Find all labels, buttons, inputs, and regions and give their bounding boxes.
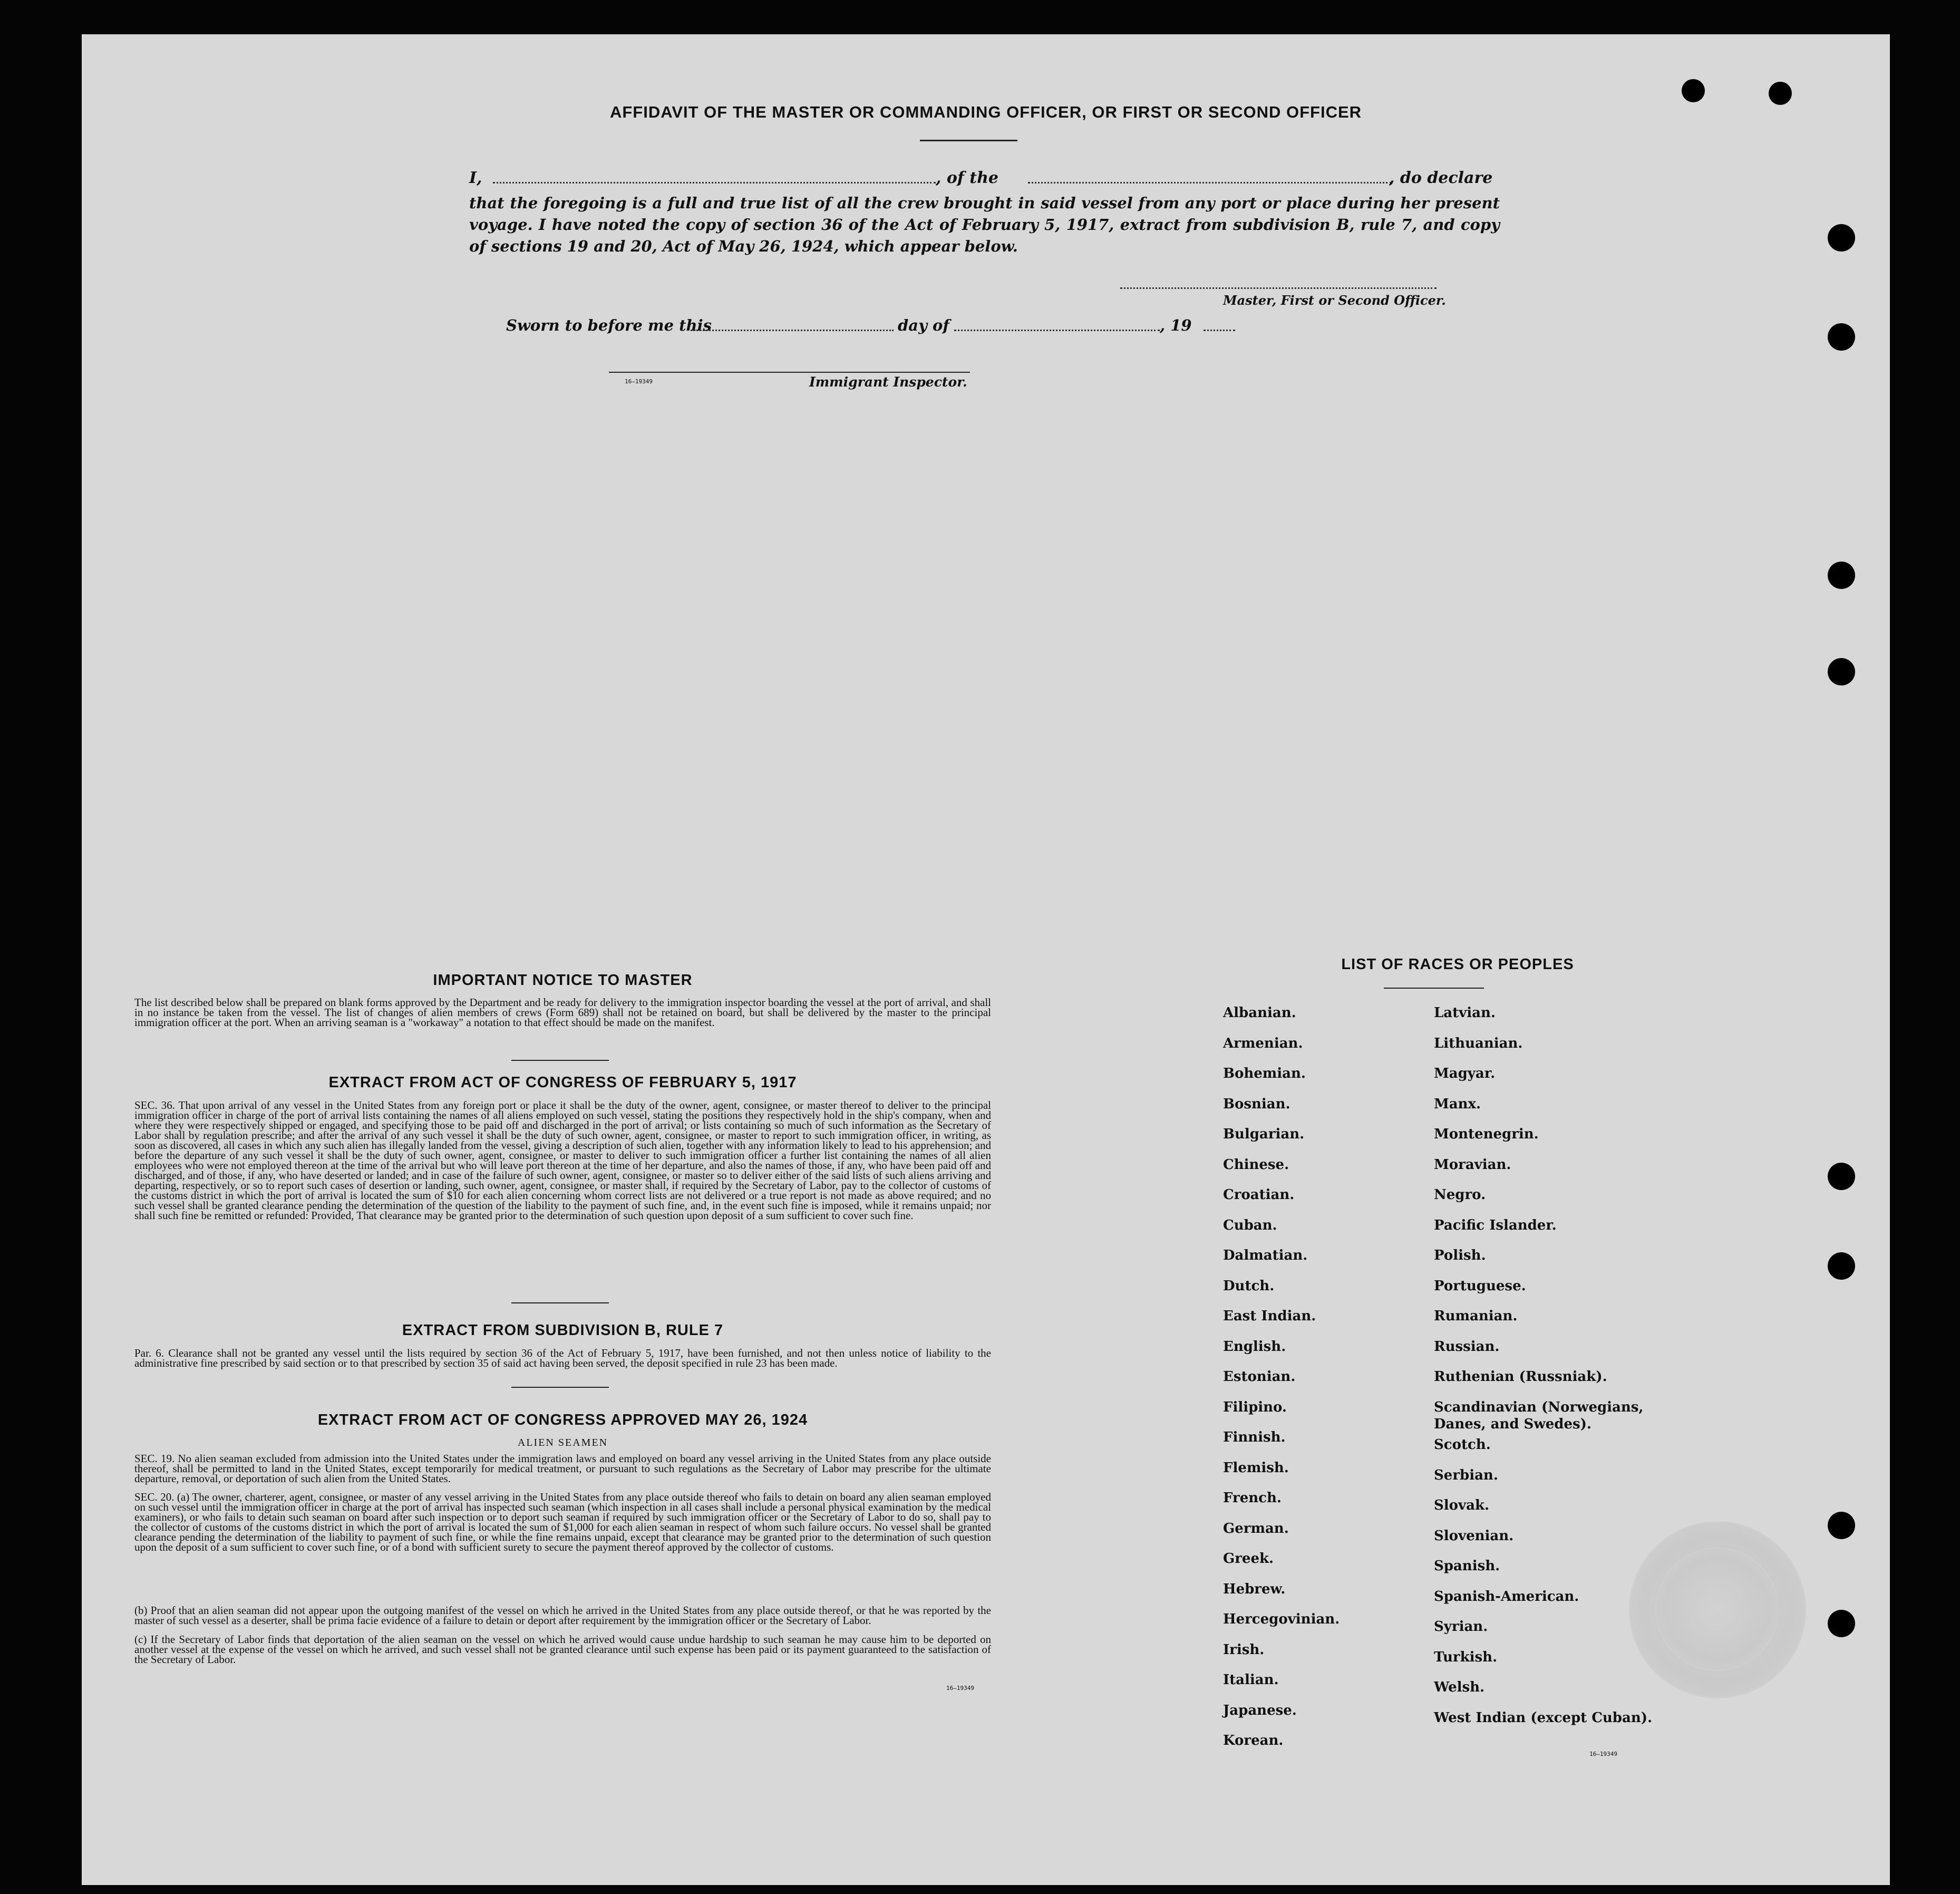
form-code: 16—19349 [625, 378, 653, 385]
inspector-signature-line[interactable] [609, 372, 970, 373]
race-item: Montenegrin. [1434, 1126, 1539, 1142]
declarant-prefix: I, [469, 169, 482, 187]
race-item: Spanish. [1434, 1558, 1500, 1574]
extract-form-code: 16—19349 [946, 1685, 974, 1692]
race-item: Negro. [1434, 1187, 1486, 1203]
race-item: Irish. [1223, 1641, 1265, 1658]
race-item: Pacific Islander. [1434, 1217, 1557, 1233]
punch-hole-icon [1828, 1252, 1855, 1280]
races-divider [1384, 988, 1484, 989]
race-item: Spanish-American. [1434, 1588, 1579, 1605]
race-item: Ruthenian (Russniak). [1434, 1369, 1607, 1385]
section-divider [511, 1302, 609, 1303]
sworn-date-field[interactable] [691, 330, 894, 331]
punch-hole-icon [1828, 224, 1855, 252]
race-item: French. [1223, 1490, 1282, 1506]
declarant-name-field[interactable] [493, 182, 936, 183]
extract-1917-text: SEC. 36. That upon arrival of any vessel in the United States from any foreign port or place it shall be the duty of the owner, agent, consignee, or master thereof to deliver to the principal immigration officer in charge of the port of arrival lists containing the names of all aliens employed on such vessel, stating the positions they respectively hold in the ship's company, when and where they were respectively shipped or engaged, and specifying those to be paid off and discharged in the port of arrival; or lists containing so much of such information as the Secretary of Labor shall by regulation prescribe; and after the arrival of any such vessel it shall be the duty of such owner, agent, consignee, or master to report to such immigration officer, in writing, as soon as discovered, all cases in which any such alien has illegally landed from the vessel, giving a description of such alien, together with any information likely to lead to his apprehension; and before the departure of any such vessel it shall be the duty of such owner, agent, consignee, or master to deliver to such immigration officer a further list containing the names of all alien employees who were not employed thereon at the time of the arrival but who will leave port thereon at the time of her departure, and also the names of those, if any, who have been paid off and discharged, and of those, if any, who have deserted or landed; and in case of the failure of such owner, agent, consignee, or master so to deliver either of the said lists of such aliens arriving and departing, respectively, or so to report such cases of desertion or landing, such owner, agent, consignee, or master shall, if required by the Secretary of Labor, pay to the collector of customs of the customs district in which the port of arrival is located the sum of $10 for each alien concerning whom correct lists are not delivered or a true report is not made as above required; and no such vessel shall be granted clearance pending the determination of the question of the liability to the payment of such fine, and, in the event such fine is imposed, while it remains unpaid; nor shall such fine be remitted or refunded: Provided, That clearance may be granted prior to the determination of such question upon deposit of a sum sufficient to cover such fine. [134, 1099, 991, 1222]
race-item: Latvian. [1434, 1005, 1496, 1021]
extract-1924-title: EXTRACT FROM ACT OF CONGRESS APPROVED MAY 26, 1924 [317, 1412, 808, 1428]
sec20b-text: (b) Proof that an alien seaman did not appear upon the outgoing manifest of the vessel on which he arrived in the United States from any place outside thereof, or that he was reported by the master of such vessel as a deserter, shall be prima facie evidence of a failure to detain or deport after requirement by the immigration officer or the Secretary of Labor. [134, 1604, 991, 1627]
race-item: Greek. [1223, 1551, 1274, 1567]
race-item: Bulgarian. [1223, 1126, 1305, 1142]
affidavit-title: AFFIDAVIT OF THE MASTER OR COMMANDING OFFICER, OR FIRST OR SECOND OFFICER [609, 103, 1362, 121]
punch-hole-icon [1828, 1610, 1855, 1637]
declare-suffix: , do declare [1389, 169, 1493, 187]
embossed-seal-inner [1655, 1548, 1779, 1671]
race-item: Filipino. [1223, 1399, 1287, 1415]
sworn-month-field[interactable] [954, 330, 1160, 331]
subdivision-b-text: Par. 6. Clearance shall not be granted any vessel until the lists required by section 36 of the Act of February 5, 1917, have been furnished, and not then unless notice of liability to the administrative fine prescribed by said section or to that prescribed by section 35 of said act having been served, the deposit specified in rule 23 has been made. [134, 1347, 991, 1369]
punch-hole-icon [1828, 1512, 1855, 1539]
alien-seamen-subtitle: ALIEN SEAMEN [517, 1437, 608, 1448]
race-item: Syrian. [1434, 1619, 1488, 1635]
notice-title: IMPORTANT NOTICE TO MASTER [433, 972, 693, 989]
subdivision-b-title: EXTRACT FROM SUBDIVISION B, RULE 7 [402, 1322, 724, 1339]
race-item: Japanese. [1223, 1702, 1297, 1718]
race-item: Finnish. [1223, 1429, 1286, 1445]
race-item: Hebrew. [1223, 1581, 1286, 1597]
race-item: Cuban. [1223, 1217, 1277, 1233]
race-item: Scotch. [1434, 1437, 1491, 1453]
race-item: Russian. [1434, 1338, 1500, 1355]
race-item: East Indian. [1223, 1308, 1316, 1324]
race-item: Serbian. [1434, 1467, 1498, 1483]
race-item: English. [1223, 1338, 1286, 1355]
race-item: Chinese. [1223, 1156, 1289, 1173]
race-item: Slovenian. [1434, 1528, 1514, 1544]
extract-1917-title: EXTRACT FROM ACT OF CONGRESS OF FEBRUARY 5, 1917 [328, 1074, 797, 1091]
section-divider [511, 1060, 609, 1061]
race-item: Portuguese. [1434, 1278, 1526, 1294]
race-item: Turkish. [1434, 1649, 1498, 1665]
race-item: Croatian. [1223, 1187, 1295, 1203]
races-title: LIST OF RACES OR PEOPLES [1341, 956, 1574, 973]
punch-hole-icon [1828, 323, 1855, 351]
race-item: Lithuanian. [1434, 1035, 1523, 1051]
punch-hole-icon [1769, 82, 1792, 105]
race-item: Albanian. [1223, 1005, 1296, 1021]
race-item: Moravian. [1434, 1156, 1511, 1173]
title-underline [920, 140, 1017, 141]
punch-hole-icon [1828, 658, 1855, 685]
race-item: Armenian. [1223, 1035, 1303, 1051]
race-item: Slovak. [1434, 1497, 1490, 1513]
race-item: Scandinavian (Norwegians, Danes, and Swedes). [1434, 1399, 1644, 1432]
signature-label: Master, First or Second Officer. [1223, 293, 1446, 308]
race-item: Flemish. [1223, 1460, 1289, 1476]
sworn-year-field[interactable] [1204, 330, 1235, 331]
race-item: German. [1223, 1520, 1289, 1537]
punch-hole-icon [1828, 1163, 1855, 1190]
sec19-text: SEC. 19. No alien seaman excluded from admission into the United States under the immigration laws and employed on board any vessel arriving in the United States from any place outside thereof, shall be permitted to land in the United States, except temporarily for medical treatment, or pursuant to such regulations as the Secretary of Labor may prescribe for the ultimate departure, removal, or deportation of such alien from the United States. [134, 1452, 991, 1485]
races-form-code: 16—19349 [1589, 1751, 1617, 1757]
sworn-year-label: , 19 [1160, 316, 1192, 334]
inspector-label: Immigrant Inspector. [809, 374, 967, 390]
section-divider [511, 1387, 609, 1388]
race-item: Bosnian. [1223, 1096, 1291, 1112]
vessel-name-field[interactable] [1028, 182, 1392, 183]
race-item: Magyar. [1434, 1066, 1496, 1081]
form-page [82, 34, 1890, 1885]
race-item: Dutch. [1223, 1278, 1275, 1294]
race-item: Dalmatian. [1223, 1248, 1308, 1263]
race-item: Bohemian. [1223, 1066, 1306, 1081]
race-item: Hercegovinian. [1223, 1611, 1340, 1627]
notice-text: The list described below shall be prepared on blank forms approved by the Department and be ready for delivery to the immigration inspector boarding the vessel at the port of arrival, and shall in no instance be taken from the vessel. The list of changes of alien members of crews (Form 689) shall not be retained on board, but shall be delivered by the master to the principal immigration officer at the port. When an arriving seaman is a "workaway" a notation to that effect should be made on the manifest. [134, 996, 991, 1029]
race-item: Welsh. [1434, 1679, 1485, 1695]
affidavit-body: that the foregoing is a full and true list of all the crew brought in said vessel from any port or place during her present voyage. I have noted the copy of section 36 of the Act of February 5, 1917, extract from subdivision B, rule 7, and copy of sections 19 and 20, Act of May 26, 1924, which appear below. [469, 194, 1500, 255]
master-signature-field[interactable] [1120, 287, 1437, 289]
race-item: Estonian. [1223, 1369, 1296, 1385]
sec20c-text: (c) If the Secretary of Labor finds that deportation of the alien seaman on the vessel on which he arrived would cause undue hardship to such seaman he may cause him to be deported on another vessel at the expense of the vessel on which he arrived, and such vessel shall not be granted clearance until such expense has been paid or its payment guaranteed to the satisfaction of the Secretary of Labor. [134, 1633, 991, 1666]
punch-hole-icon [1682, 79, 1705, 102]
race-item: Korean. [1223, 1733, 1284, 1748]
vessel-prefix: , of the [936, 169, 999, 187]
race-item: Polish. [1434, 1248, 1486, 1263]
punch-hole-icon [1828, 562, 1855, 589]
sworn-prefix: Sworn to before me this [506, 316, 712, 334]
sec20a-text: SEC. 20. (a) The owner, charterer, agent, consignee, or master of any vessel arriving in the United States from any place outside thereof who fails to detain on board any alien seaman employed on such vessel until the immigration officer in charge at the port of arrival has inspected such seaman (which inspection in all cases shall include a personal physical examination by the medical examiners), or who fails to detain such seaman on board after such inspection or to deport such seaman if required by such immigration officer or the Secretary of Labor to do so, shall pay to the collector of customs of the customs district in which the port of arrival is located the sum of $1,000 for each alien seaman in respect of whom such failure occurs. No vessel shall be granted clearance pending the determination of the liability to payment of such fine, or while the fine remains unpaid, except that clearance may be granted prior to the determination of such question upon the deposit of a sum sufficient to cover such fine, or of a bond with sufficient surety to secure the payment thereof approved by the collector of customs. [134, 1491, 991, 1553]
race-item: Manx. [1434, 1096, 1481, 1112]
race-item: Italian. [1223, 1672, 1279, 1688]
race-item: Rumanian. [1434, 1308, 1518, 1324]
sworn-day-label: day of [898, 316, 949, 334]
race-item: West Indian (except Cuban). [1434, 1709, 1653, 1726]
